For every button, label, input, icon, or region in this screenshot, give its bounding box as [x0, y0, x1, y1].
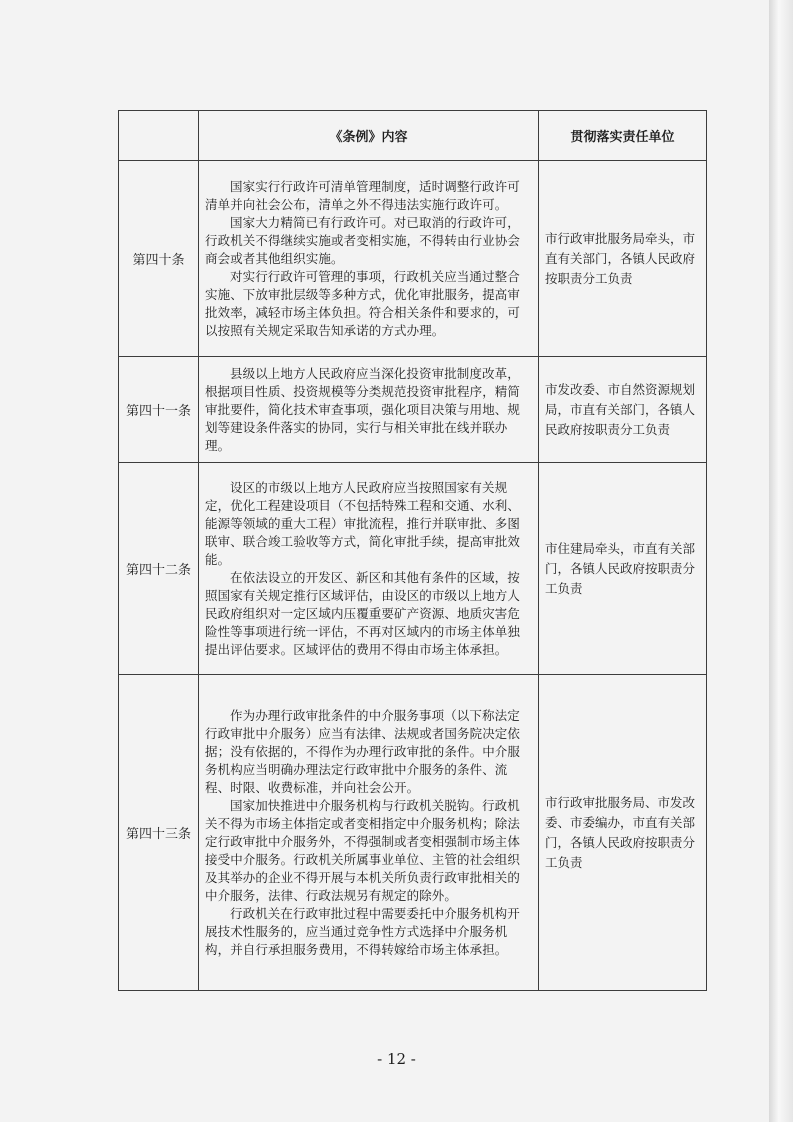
- content-paragraph: 在依法设立的开发区、新区和其他有条件的区域，按照国家有关规定推行区域评估，由设区的市级以上地方人民政府组织对一定区域内压覆重要矿产资源、地质灾害危险性等事项进行统一评估，不再对区域内的市场主体单独提出评估要求。区域评估的费用不得由市场主体承担。: [205, 569, 521, 657]
- table-row: [119, 463, 707, 675]
- responsible-units: 市发改委、市自然资源规划局，市直有关部门，各镇人民政府按职责分工负责: [539, 357, 707, 463]
- content-paragraph: 设区的市级以上地方人民政府应当按照国家有关规定，优化工程建设项目（不包括特殊工程和交通、水利、能源等领域的重大工程）审批流程，推行并联审批、多图联审、联合竣工验收等方式，简化审批手续，提高审批效能。: [205, 479, 521, 567]
- responsible-units: 市住建局牵头，市直有关部门，各镇人民政府按职责分工负责: [539, 463, 707, 675]
- article-number: 第四十一条: [119, 357, 199, 463]
- table-row: [119, 161, 707, 357]
- article-content: [199, 357, 539, 463]
- table-header-row: [119, 111, 707, 161]
- header-content: 《条例》内容: [199, 111, 539, 161]
- article-number: 第四十三条: [119, 675, 199, 991]
- article-content: [199, 675, 539, 991]
- article-content: [199, 161, 539, 357]
- header-article: [119, 111, 199, 161]
- content-paragraph: 国家大力精简已有行政许可。对已取消的行政许可，行政机关不得继续实施或者变相实施，不得转由行业协会商会或者其他组织实施。: [205, 214, 521, 266]
- content-paragraph: 国家加快推进中介服务机构与行政机关脱钩。行政机关不得为市场主体指定或者变相指定中介服务机构；除法定行政审批中介服务外，不得强制或者变相强制市场主体接受中介服务。行政机关所属事业单位、主管的社会组织及其举办的企业不得开展与本机关所负责行政审批相关的中介服务，法律、行政法规另有规定的除外。: [205, 797, 521, 903]
- content-paragraph: 国家实行行政许可清单管理制度，适时调整行政许可清单并向社会公布，清单之外不得违法实施行政许可。: [205, 178, 520, 212]
- article-number: 第四十条: [119, 161, 199, 357]
- regulation-table: [118, 110, 707, 991]
- content-paragraph: 作为办理行政审批条件的中介服务事项（以下称法定行政审批中介服务）应当有法律、法规或者国务院决定依据；没有依据的，不得作为办理行政审批的条件。中介服务机构应当明确办理法定行政审批中介服务的条件、流程、时限、收费标准，并向社会公开。: [205, 707, 521, 795]
- header-responsible: 贯彻落实责任单位: [539, 111, 707, 161]
- page-number: - 12 -: [377, 1050, 416, 1068]
- responsible-units: 市行政审批服务局、市发改委、市委编办，市直有关部门，各镇人民政府按职责分工负责: [539, 675, 707, 991]
- content-paragraph: 对实行行政许可管理的事项，行政机关应当通过整合实施、下放审批层级等多种方式，优化审批服务，提高审批效率，减轻市场主体负担。符合相关条件和要求的，可以按照有关规定采取告知承诺的方式办理。: [205, 268, 521, 338]
- content-paragraph: 行政机关在行政审批过程中需要委托中介服务机构开展技术性服务的，应当通过竞争性方式选择中介服务机构，并自行承担服务费用，不得转嫁给市场主体承担。: [205, 905, 520, 957]
- table-row: [119, 357, 707, 463]
- responsible-units: 市行政审批服务局牵头，市直有关部门，各镇人民政府按职责分工负责: [539, 161, 707, 357]
- content-paragraph: 县级以上地方人民政府应当深化投资审批制度改革，根据项目性质、投资规模等分类规范投资审批程序，精简审批要件，简化技术审查事项，强化项目决策与用地、规划等建设条件落实的协同，实行与相关审批在线并联办理。: [205, 365, 521, 453]
- article-number: 第四十二条: [119, 463, 199, 675]
- article-content: [199, 463, 539, 675]
- page-edge-shadow: [769, 0, 793, 1122]
- table-row: [119, 675, 707, 991]
